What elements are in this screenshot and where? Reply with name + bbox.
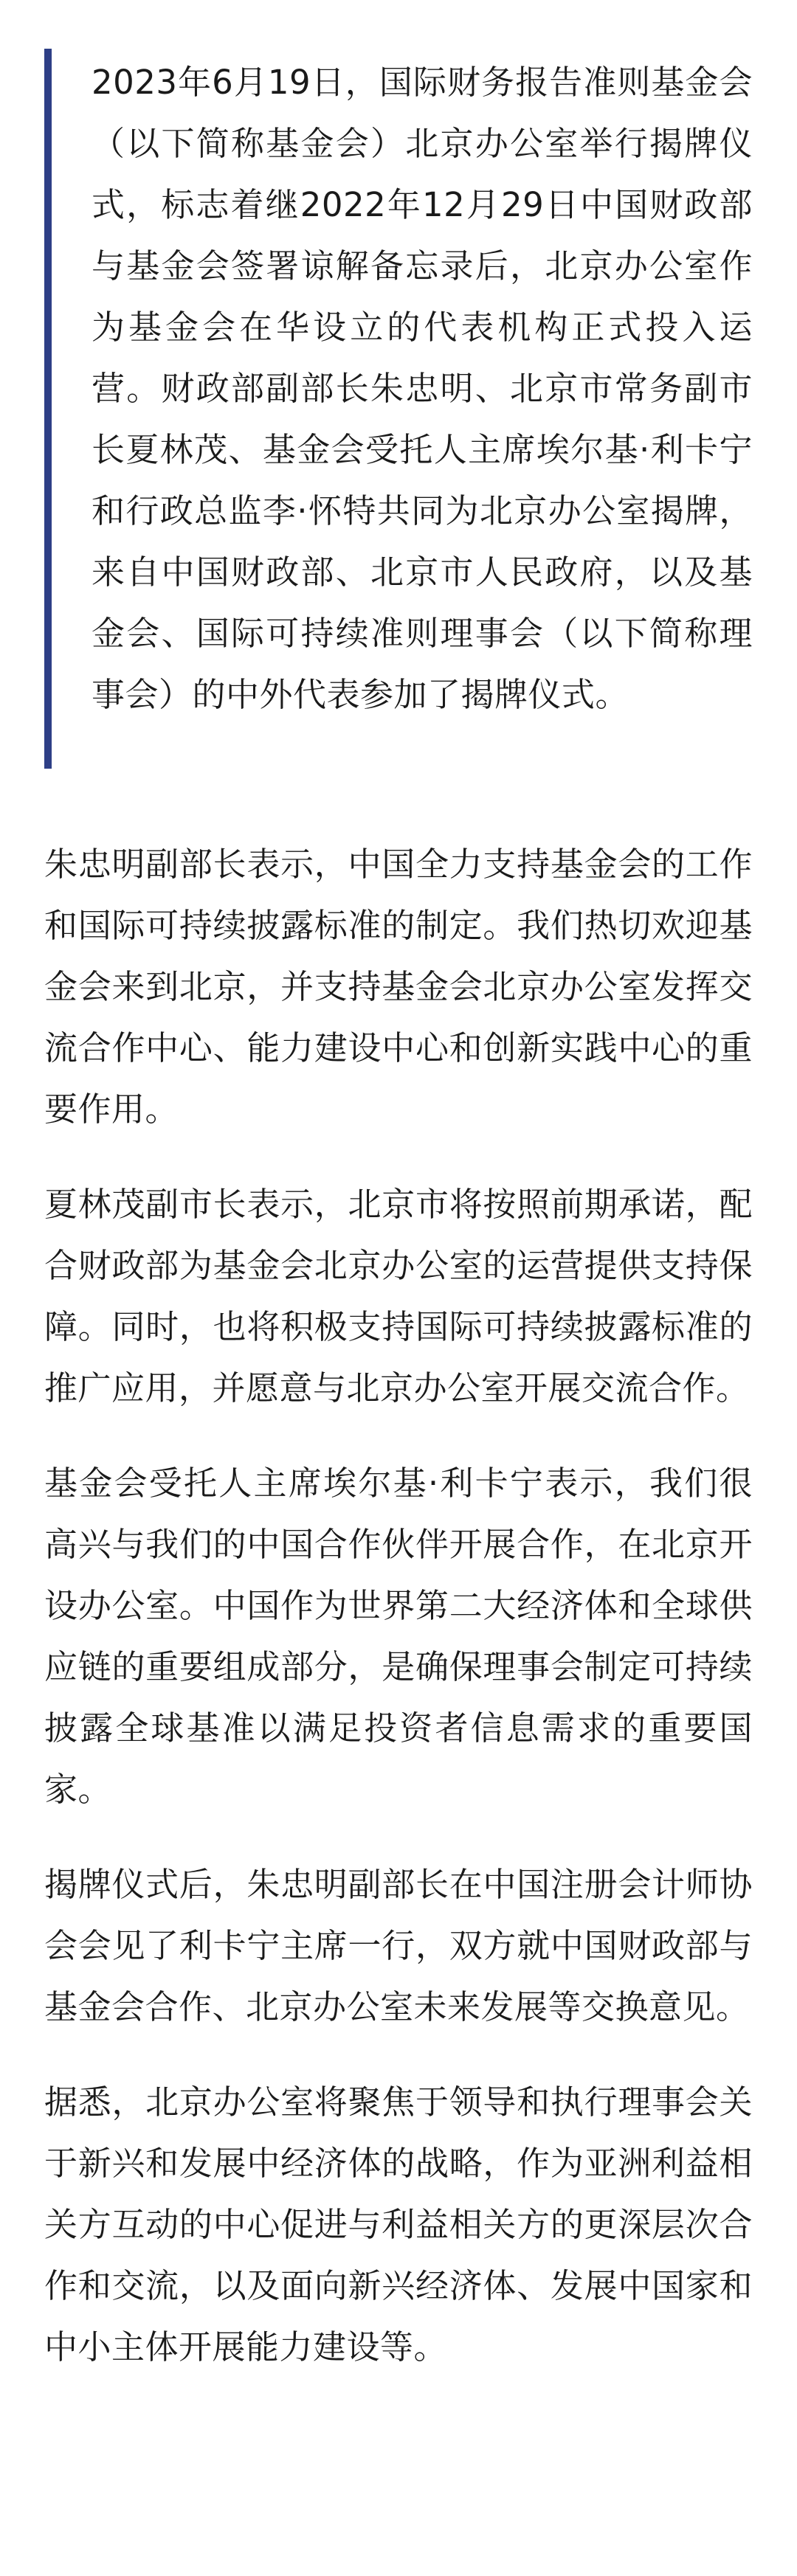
paragraph-xia-statement: 夏林茂副市长表示，北京市将按照前期承诺，配合财政部为基金会北京办公室的运营提供支持保障。同时，也将积极支持国际可持续披露标准的推广应用，并愿意与北京办公室开展交流合作。 [44, 1185, 753, 1408]
article-page [0, 49, 797, 2576]
lead-quote-block [44, 49, 753, 769]
paragraph-office-focus: 据悉，北京办公室将聚焦于领导和执行理事会关于新兴和发展中经济体的战略，作为亚洲利益相关方互动的中心促进与利益相关方的更深层次合作和交流，以及面向新兴经济体、发展中国家和中小主体开展能力建设等。 [44, 2082, 753, 2366]
lead-quote-paragraph: 2023年6月19日，国际财务报告准则基金会（以下简称基金会）北京办公室举行揭牌仪式，标志着继2022年12月29日中国财政部与基金会签署谅解备忘录后，北京办公室作为基金会在华设立的代表机构正式投入运营。财政部副部长朱忠明、北京市常务副市长夏林茂、基金会受托人主席埃尔基·利卡宁和行政总监李·怀特共同为北京办公室揭牌，来自中国财政部、北京市人民政府，以及基金会、国际可持续准则理事会（以下简称理事会）的中外代表参加了揭牌仪式。 [92, 63, 753, 714]
paragraph-meeting: 揭牌仪式后，朱忠明副部长在中国注册会计师协会会见了利卡宁主席一行，双方就中国财政部与基金会合作、北京办公室未来发展等交换意见。 [44, 1865, 753, 2026]
paragraph-zhu-statement: 朱忠明副部长表示，中国全力支持基金会的工作和国际可持续披露标准的制定。我们热切欢迎基金会来到北京，并支持基金会北京办公室发挥交流合作中心、能力建设中心和创新实践中心的重要作用。 [44, 845, 753, 1129]
paragraph-liikanen-statement: 基金会受托人主席埃尔基·利卡宁表示，我们很高兴与我们的中国合作伙伴开展合作，在北京开设办公室。中国作为世界第二大经济体和全球供应链的重要组成部分，是确保理事会制定可持续披露全球基准以满足投资者信息需求的重要国家。 [44, 1464, 753, 1809]
